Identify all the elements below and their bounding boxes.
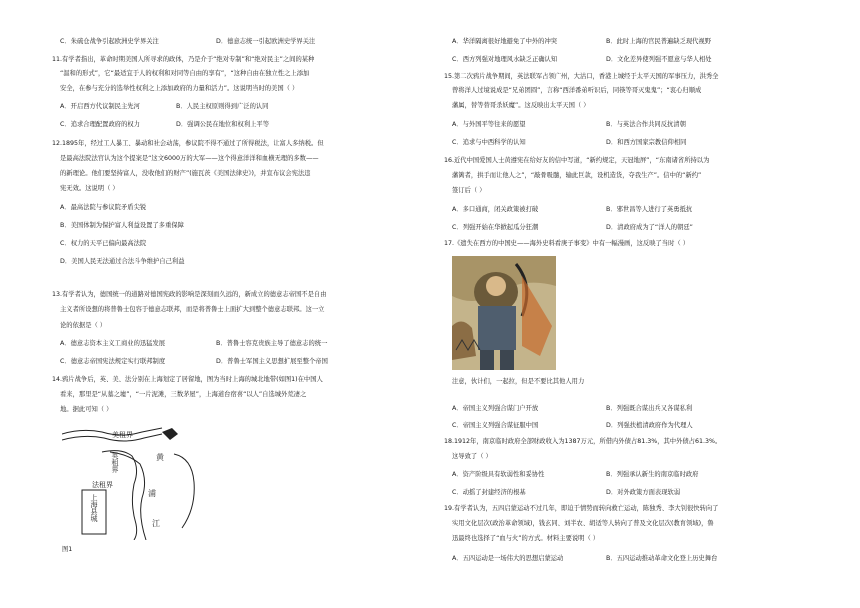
q10-option-d: D．德意志统一引起欧洲史学界关注 bbox=[216, 38, 316, 45]
q17-option-c: C．帝国主义列强合谋征服中国 bbox=[452, 422, 539, 429]
map-label-pu: 浦 bbox=[148, 489, 156, 498]
map-label-jiang: 江 bbox=[152, 519, 160, 528]
q15-line-1: 15.第二次鸦片战争期间，英法联军占领广州，大沽口，香港上城经于太平天国的军事压力，洪秀全 bbox=[444, 73, 719, 80]
q13-line-2: 主义者所设想的将普鲁士包容于德意志联邦，而是将普鲁士上面扩大到整个德意志联邦。这一立 bbox=[60, 306, 325, 313]
q12-option-b: B．美国体制为保护富人利益设置了多重保障 bbox=[60, 222, 184, 229]
boxer-cartoon-image bbox=[452, 256, 556, 370]
q11-line-3: 安全，在参与充分的选举性权利之上添加政府的力量和活力”。这说明当时的美国（ ） bbox=[60, 85, 299, 92]
q11-line-1: 11.有学者指出，革命时期美国人所寻求的政体，乃是介于“绝对专制”和“绝对民主”之间的某种 bbox=[52, 56, 315, 63]
q16-option-c: C．列强开始在华掀起瓜分狂潮 bbox=[452, 224, 539, 231]
q16-line-2: 藩篱者，拱手而让他人之”，“敲骨吸髓，输此巨款，设机造货，夺我生产”。信中的“新约” bbox=[452, 172, 702, 179]
q11-option-b: B．人民主权原则得到广泛的认同 bbox=[176, 103, 269, 110]
q18-option-d: D．对外政策方面表现软弱 bbox=[606, 489, 681, 496]
q12-option-a: A．最高法院与参议院矛盾尖锐 bbox=[60, 204, 147, 211]
q16-line-3: 签订后（ ） bbox=[452, 187, 486, 194]
q14-option-a: A．华洋隔离很好地避免了中外的冲突 bbox=[452, 38, 558, 45]
q16-option-a: A．多口通商，闭关政策被打破 bbox=[452, 206, 539, 213]
map-drawing bbox=[62, 424, 212, 540]
q13-option-b: B．普鲁士容克贵族主导了德意志的统一 bbox=[216, 340, 328, 347]
q14-option-b: B．此时上海的官民普遍缺乏现代视野 bbox=[606, 38, 712, 45]
q15-line-3: 藩属，替等替哥杀妖魔”。这反映出太平天国（ ） bbox=[452, 102, 590, 109]
q14-option-d: D．文化差异使列强不愿意与华人相处 bbox=[606, 56, 712, 63]
cartoon-drawing bbox=[452, 256, 556, 370]
figure-1-caption: 图1 bbox=[62, 546, 73, 553]
q19-option-a: A．五四运动是一场伟大的思想启蒙运动 bbox=[452, 555, 564, 562]
q11-option-d: D．强调公民在地位和权利上平等 bbox=[176, 121, 270, 128]
q19-line-3: 迅最终也选择了“血与火”的方式。材料主要说明（ ） bbox=[452, 535, 600, 542]
q18-option-a: A．资产阶级具有软弱性和妥协性 bbox=[452, 471, 545, 478]
q13-line-3: 论的依据是（ ） bbox=[60, 322, 107, 329]
q17-option-a: A．帝国主义列强合谋门户开放 bbox=[452, 405, 539, 412]
q13-option-d: D．普鲁士军国主义思想扩展至整个帝国 bbox=[216, 358, 328, 365]
q13-option-c: C．德意志帝国宪法规定实行联邦制度 bbox=[60, 358, 166, 365]
q16-option-b: B．邪世昌等人进行了英勇抵抗 bbox=[606, 206, 693, 213]
q14-line-3: 地。据此可知（ ） bbox=[60, 406, 113, 413]
map-label-shanghai: 上海县城 bbox=[90, 494, 98, 522]
q15-option-d: D．和西方国家宗教信仰相同 bbox=[606, 139, 687, 146]
q16-line-1: 16.近代中国爱国人士黄遵宪在给好友的信中写道，“新约规定，天冠地屏”，“东南诸省所持以为 bbox=[444, 157, 710, 164]
q11-option-a: A．开启西方代议制民主先河 bbox=[60, 103, 140, 110]
q12-line-4: 宪无效。这说明（ ） bbox=[60, 185, 119, 192]
q12-line-3: 的新理论。他们要坚持富人，没收他们的财产”(施瓦茨《美国法律史》)，并宣布议会宪法违 bbox=[60, 170, 311, 177]
q15-option-b: B．与英法合作共同反抗清朝 bbox=[606, 121, 686, 128]
q18-option-b: B．列强承认新生的南京临时政府 bbox=[606, 471, 699, 478]
q12-option-c: C．权力的天平已偏向最高法院 bbox=[60, 240, 147, 247]
q11-option-c: C．追求合理配置政府的权力 bbox=[60, 121, 140, 128]
q10-option-c: C．朱硫仓战争引起欧洲史学界关注 bbox=[60, 38, 159, 45]
q12-line-2: 是最高法院法官认为这个提案是“这文6000万的大军——这个得意洋洋和血横无理的多数—— bbox=[60, 155, 319, 162]
q18-line-2: 这导致了（ ） bbox=[452, 453, 492, 460]
q14-option-c: C．西方列强对地理风水缺乏正确认知 bbox=[452, 56, 558, 63]
map-label-uk: 英租界 bbox=[111, 452, 119, 473]
q12-option-d: D．美国人民无法通过合法斗争维护自己利益 bbox=[60, 258, 185, 265]
map-label-fr: 法租界 bbox=[92, 481, 113, 489]
map-label-us: 美租界 bbox=[112, 431, 133, 439]
q14-line-1: 14.鸦片战争后，英、美、法分别在上海划定了居留地，图为当时上海的城北地带(如图1)在中国人 bbox=[52, 376, 323, 383]
q18-option-c: C．动摇了封建经济的根基 bbox=[452, 489, 526, 496]
cartoon-caption: 注意，伙计们，一起拉，但是不要比其他人用力 bbox=[452, 378, 585, 385]
map-label-huang: 黄 bbox=[156, 453, 164, 462]
shanghai-concession-map bbox=[62, 424, 212, 540]
q19-option-b: B．五四运动推动革命文化登上历史舞台 bbox=[606, 555, 718, 562]
q17-line-1: 17.《遗失在西方的中国史——海外史料看庚子事变》中有一幅漫画，这反映了当时（ ） bbox=[444, 240, 690, 247]
q15-line-2: 曾将洋人过境说成是“兄弟团圆”，言称“西洋番弟听识后，同筷等哥灭鬼鬼”；“衷心归顺成 bbox=[452, 87, 702, 94]
q12-line-1: 12.1895年，经过工人暴工、暴动和社会动荡，参议院不得不通过了所得税法，让富人多纳税。但 bbox=[52, 140, 324, 147]
q13-option-a: A．德意志资本主义工商业的迅猛发展 bbox=[60, 340, 166, 347]
q13-line-1: 13.有学者认为，德国统一的道路对德国宪政的影响是深刻而久远的，新成立的德意志帝国不是自由 bbox=[52, 291, 327, 298]
q16-option-d: D．清政府成为了“洋人的朝廷” bbox=[606, 224, 693, 231]
q19-line-2: 实用文化层次(政治革命领域)，钱玄同、刘半农、胡适等人转向了普及文化层次(教育领域)，鲁 bbox=[452, 520, 714, 527]
q15-option-c: C．追求与中西科学的认知 bbox=[452, 139, 526, 146]
q15-option-a: A．与外国平等往来的愿望 bbox=[452, 121, 526, 128]
q19-line-1: 19.有学者认为，五四启蒙运动不过几年，即迫于情势而转向救亡运动，陈独秀、李大钊很快转向了 bbox=[444, 505, 719, 512]
q14-line-2: 看来，那里是“从墓之墟”，“一片泥滩，三数茅屋”，上海道台宿喜“以人”自选城外荒凄之 bbox=[60, 391, 307, 398]
q17-option-d: D．列强扶植清政府作为代理人 bbox=[606, 422, 693, 429]
q18-line-1: 18.1912年，南京临时政府全部财政收入为1387万元，所借内外债占81.3%，其中外债占61.3%。 bbox=[444, 438, 722, 445]
q17-option-b: B．列强既合谋出兵又各谋私利 bbox=[606, 405, 693, 412]
q11-line-2: “温和的形式”，它“最适宜于人的权利和对同等自由的享有”，“这种自由在独立性之上添加 bbox=[60, 70, 310, 77]
